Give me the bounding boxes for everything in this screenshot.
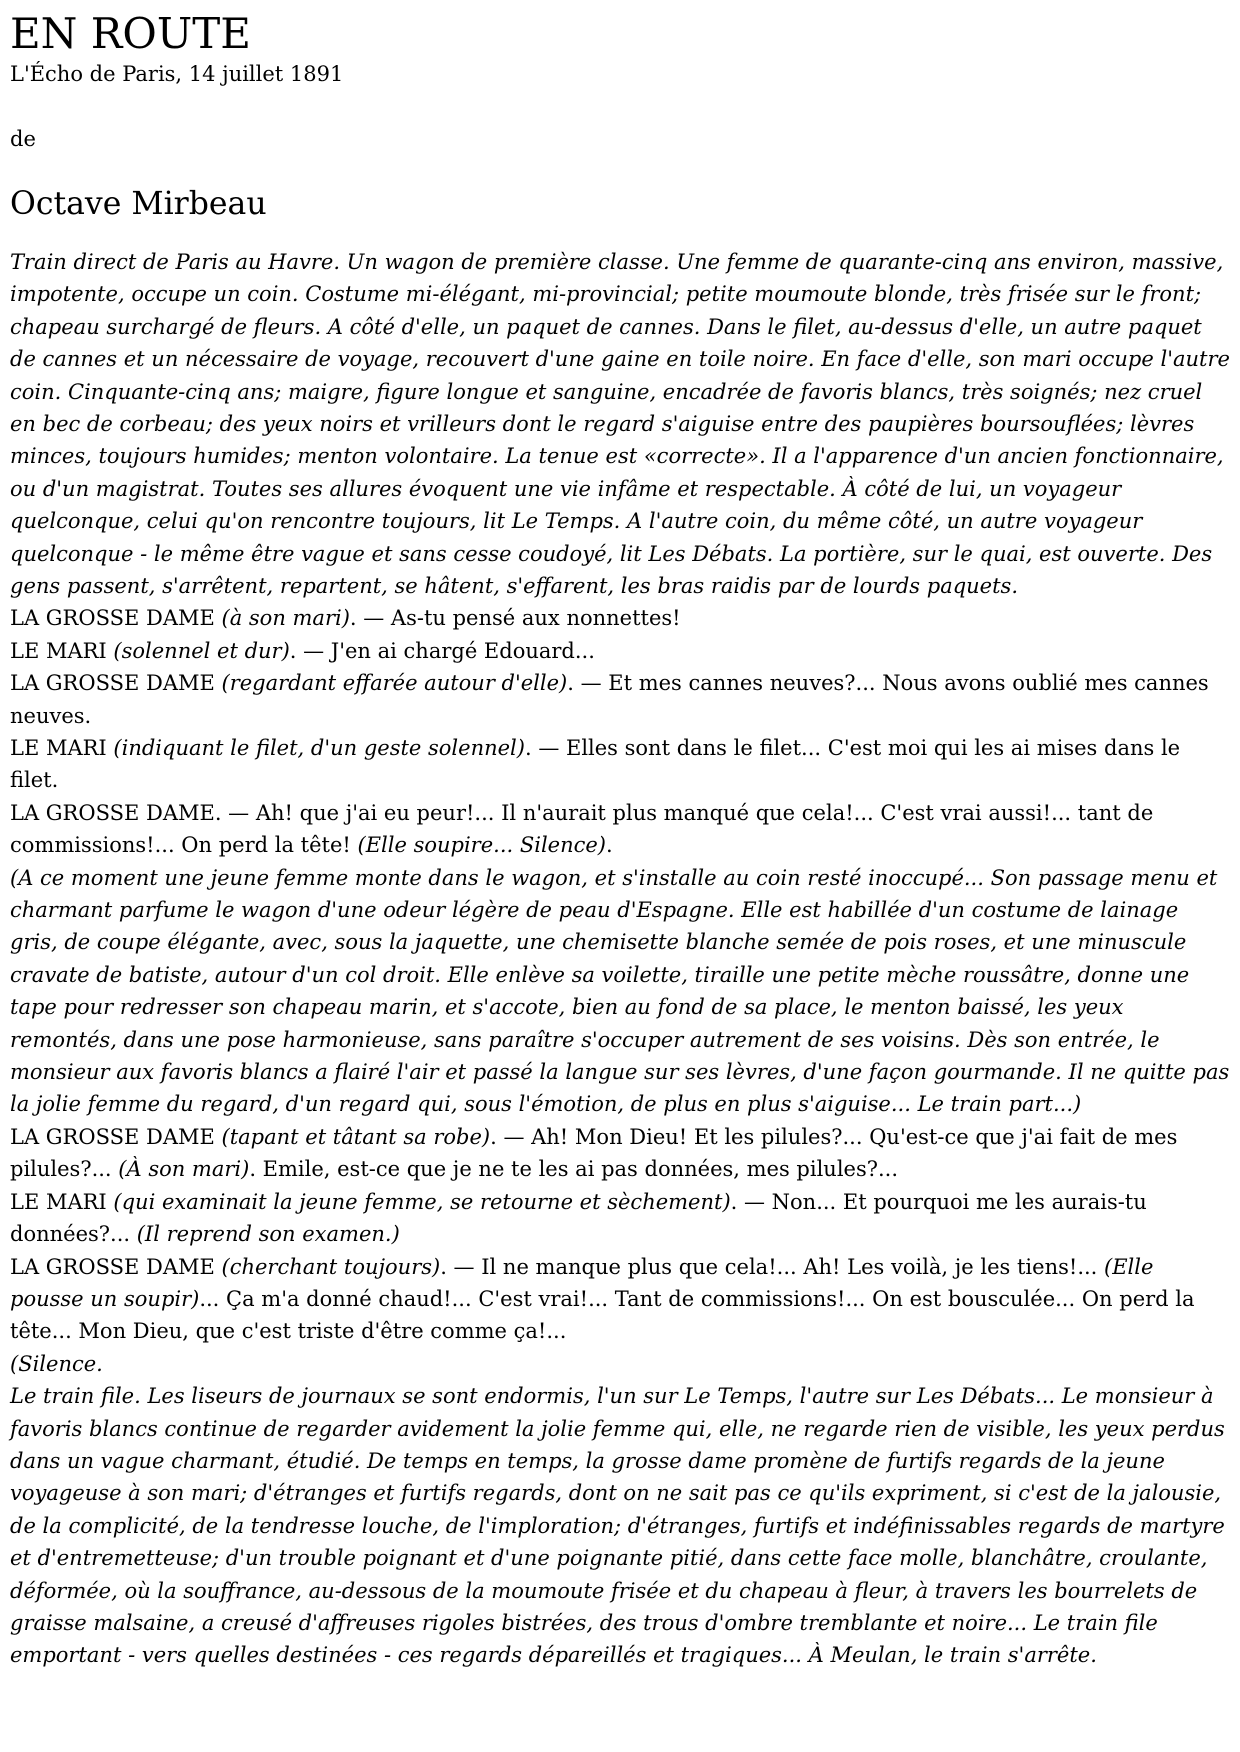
- stage-direction-text: (Il reprend son examen.): [136, 1222, 400, 1247]
- stage-direction-text: (Silence.: [10, 1351, 103, 1376]
- dialogue-text: . — Il ne manque plus que cela!... Ah! Les voilà, je les tiens!...: [440, 1254, 1105, 1279]
- dialogue-text: LA GROSSE DAME: [10, 1124, 222, 1149]
- dialogue-text: . — As-tu pensé aux nonnettes!: [349, 606, 681, 631]
- dialogue-text: LE MARI: [10, 736, 114, 760]
- paragraph: [10, 797, 1230, 862]
- play-text: [10, 246, 1230, 1672]
- dialogue-text: . — Elles sont dans le filet... C'est moi qui les ai mises dans le filet.: [10, 736, 1181, 793]
- paragraph: [10, 732, 1230, 797]
- publication-source: L'Écho de Paris, 14 juillet 1891: [10, 62, 344, 87]
- stage-direction-text: (À son mari): [118, 1157, 250, 1182]
- author-name: Octave Mirbeau: [10, 186, 267, 223]
- stage-direction-text: (à son mari): [221, 606, 350, 631]
- paragraph: [10, 1121, 1230, 1186]
- paragraph: [10, 862, 1230, 1121]
- dialogue-text: ... Ça m'a donné chaud!... C'est vrai!... Tant de commissions!... On est bousculée... On perd la tête... Mon Dieu, que c'est triste d'être comme ça!...: [10, 1286, 1195, 1344]
- page-title: EN ROUTE: [10, 9, 251, 58]
- dialogue-text: . — J'en ai chargé Edouard...: [289, 638, 595, 663]
- paragraph: [10, 1348, 1230, 1380]
- paragraph: [10, 1251, 1230, 1348]
- dialogue-text: LA GROSSE DAME. — Ah! que j'ai eu peur!... Il n'aurait plus manqué que cela!... C'est vrai aussi!... tant de commissions!... On perd la tête!: [10, 800, 1154, 858]
- stage-direction-text: (solennel et dur): [113, 638, 290, 663]
- dialogue-text: LA GROSSE DAME: [10, 671, 222, 696]
- stage-direction-text: (qui examinait la jeune femme, se retourne et sèchement): [113, 1189, 731, 1214]
- dialogue-text: . — Non... Et pourquoi me les aurais-tu données?...: [10, 1189, 1147, 1247]
- dialogue-text: . Emile, est-ce que je ne te les ai pas données, mes pilules?...: [249, 1157, 899, 1182]
- dialogue-text: LE MARI: [10, 1189, 114, 1214]
- stage-direction-text: Train direct de Paris au Havre. Un wagon de première classe. Une femme de quarante-cinq ans environ, massive, impotente, occupe un coin. Costume mi-élégant, mi-provincial; petite moumoute blonde, très frisée sur le front; chapeau surchargé de fleurs. A côté d'elle, un paquet de cannes. Dans le filet, au-dessus d'elle, un autre paquet de cannes et un nécessaire de voyage, recouvert d'une gaine en toile noire. En face d'elle, son mari occupe l'autre coin. Cinquante-cinq ans; maigre, figure longue et sanguine, encadrée de favoris blancs, très soignés; nez cruel en bec de corbeau; des yeux noirs et vrilleurs dont le regard s'aiguise entre des paupières boursouflées; lèvres minces, toujours humides; menton volontaire. La tenue est «correcte». Il a l'apparence d'un ancien fonctionnaire, ou d'un magistrat. Toutes ses allures évoquent une vie infâme et respectable. À côté de lui, un voyageur quelconque, celui qu'on rencontre toujours, lit Le Temps. A l'autre coin, du même côté, un autre voyageur quelconque - le même être vague et sans cesse coudoyé, lit Les Débats. La portière, sur le quai, est ouverte. Des gens passent, s'arrêtent, repartent, se hâtent, s'effarent, les bras raidis par de lourds paquets.: [10, 249, 1230, 598]
- stage-direction-text: (indiquant le filet, d'un geste solennel): [113, 736, 525, 760]
- paragraph: [10, 246, 1230, 602]
- stage-direction-text: (Elle soupire... Silence): [357, 833, 606, 858]
- dialogue-text: . — Et mes cannes neuves?... Nous avons oublié mes cannes neuves.: [10, 671, 1209, 728]
- stage-direction-text: Le train file. Les liseurs de journaux se sont endormis, l'un sur Le Temps, l'autre sur Les Débats... Le monsieur à favoris blancs continue de regarder avidement la jolie femme qui, elle, ne regarde rien de visible, les yeux perdus dans un vague charmant, étudié. De temps en temps, la grosse dame promène de furtifs regards de la jeune voyageuse à son mari; d'étranges et furtifs regards, dont on ne sait pas ce qu'ils expriment, si c'est de la jalousie, de la complicité, de la tendresse louche, de l'imploration; d'étranges, furtifs et indéfinissables regards de martyre et d'entremetteuse; d'un trouble poignant et d'une poignante pitié, dans cette face molle, blanchâtre, croulante, déformée, où la souffrance, au-dessous de la moumoute frisée et du chapeau à fleur, à travers les bourrelets de graisse malsaine, a creusé d'affreuses rigoles bistrées, des trous d'ombre tremblante et noire... Le train file emportant - vers quelles destinées - ces regards dépareillés et tragiques... À Meulan, le train s'arrête.: [10, 1384, 1225, 1668]
- document-page: [10, 10, 1230, 1672]
- dialogue-text: LE MARI: [10, 638, 114, 663]
- paragraph: [10, 1380, 1230, 1672]
- stage-direction-text: (cherchant toujours): [221, 1254, 441, 1279]
- document-header: [10, 10, 1230, 224]
- paragraph: [10, 602, 1230, 634]
- dialogue-text: LA GROSSE DAME: [10, 606, 222, 631]
- byline: de: [10, 126, 36, 151]
- dialogue-text: . — Ah! Mon Dieu! Et les pilules?... Qu'est-ce que j'ai fait de mes pilules?...: [10, 1124, 1178, 1182]
- stage-direction-text: (tapant et tâtant sa robe): [221, 1124, 491, 1149]
- paragraph: [10, 635, 1230, 667]
- dialogue-text: .: [606, 833, 613, 858]
- dialogue-text: LA GROSSE DAME: [10, 1254, 222, 1279]
- paragraph: [10, 667, 1230, 732]
- stage-direction-text: (A ce moment une jeune femme monte dans le wagon, et s'installe au coin resté inoccupé... Son passage menu et charmant parfume le wagon d'une odeur légère de peau d'Espagne. Elle est habillée d'un costume de lainage gris, de coupe élégante, avec, sous la jaquette, une chemisette blanche semée de pois roses, et une minuscule cravate de batiste, autour d'un col droit. Elle enlève sa voilette, tiraille une petite mèche roussâtre, donne une tape pour redresser son chapeau marin, et s'accote, bien au fond de sa place, le menton baissé, les yeux remontés, dans une pose harmonieuse, sans paraître s'occuper autrement de ses voisins. Dès son entrée, le monsieur aux favoris blancs a flairé l'air et passé la langue sur ses lèvres, d'une façon gourmande. Il ne quitte pas la jolie femme du regard, d'un regard qui, sous l'émotion, de plus en plus s'aiguise... Le train part...): [10, 865, 1230, 1117]
- paragraph: [10, 1186, 1230, 1251]
- stage-direction-text: (regardant effarée autour d'elle): [221, 671, 568, 696]
- stage-direction-text: (Elle pousse un soupir): [10, 1254, 1154, 1311]
